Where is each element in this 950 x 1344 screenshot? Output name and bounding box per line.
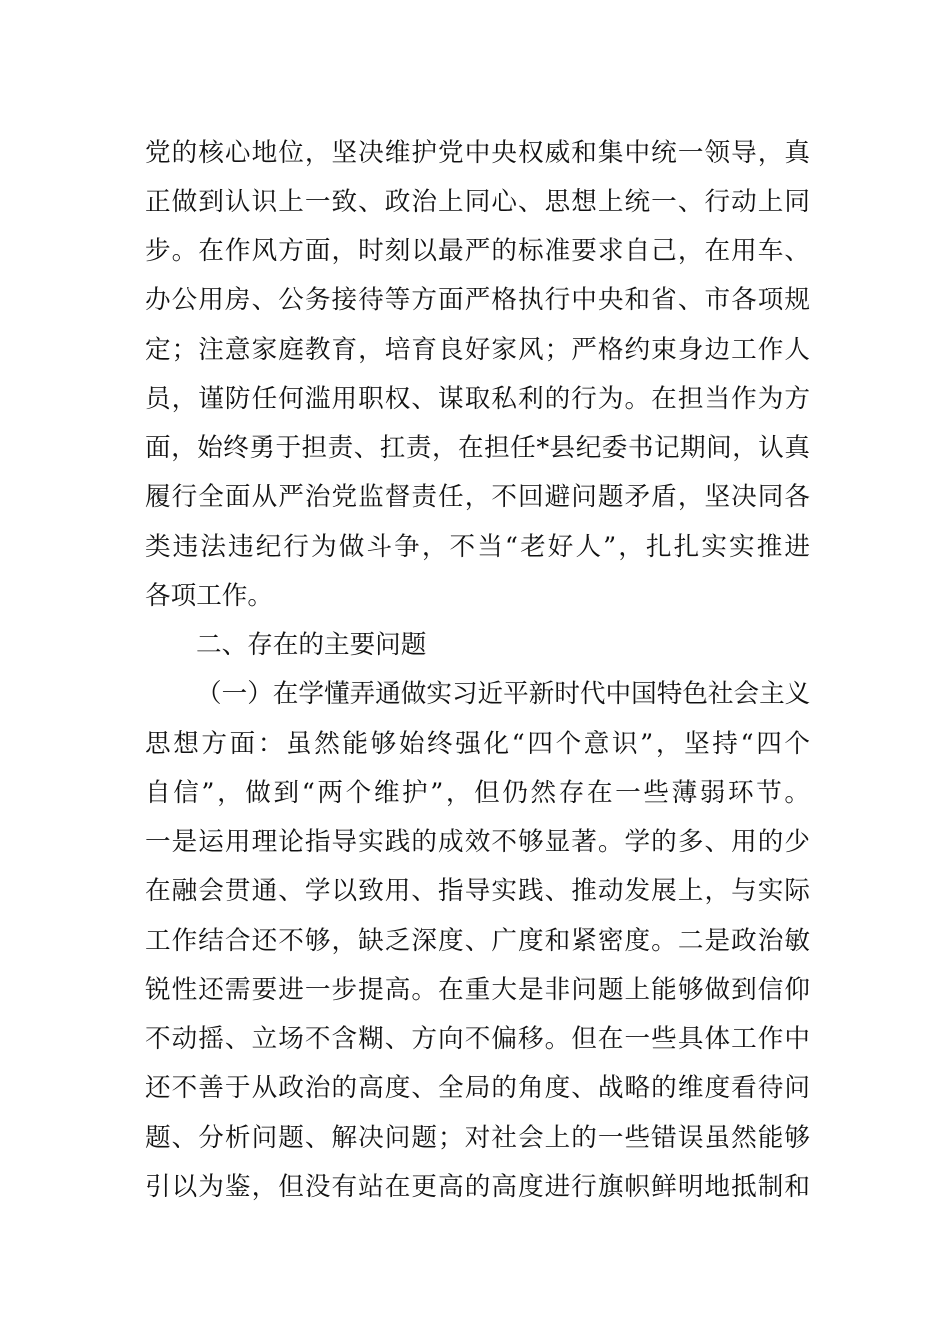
body-text-line: 正做到认识上一致、政治上同心、思想上统一、行动上同 — [145, 187, 810, 217]
body-text-line: 一是运用理论指导实践的成效不够显著。学的多、用的少 — [145, 827, 810, 857]
body-text-line: 在融会贯通、学以致用、指导实践、推动发展上，与实际 — [145, 876, 810, 906]
body-text-line: 员，谨防任何滥用职权、谋取私利的行为。在担当作为方 — [145, 384, 810, 414]
body-text-line: 类违法违纪行为做斗争，不当“老好人”，扎扎实实推进 — [145, 532, 810, 562]
body-text-line: 面，始终勇于担责、扛责，在担任*县纪委书记期间，认真 — [145, 433, 810, 463]
body-text-line: 自信”，做到“两个维护”，但仍然存在一些薄弱环节。 — [145, 778, 810, 808]
body-text-line: 引以为鉴，但没有站在更高的高度进行旗帜鲜明地抵制和 — [145, 1172, 810, 1202]
body-text-line: 步。在作风方面，时刻以最严的标准要求自己，在用车、 — [145, 236, 810, 266]
body-text-line: 还不善于从政治的高度、全局的角度、战略的维度看待问 — [145, 1073, 810, 1103]
body-text-line: 工作结合还不够，缺乏深度、广度和紧密度。二是政治敏 — [145, 926, 810, 956]
paragraph-last-line: 各项工作。 — [145, 581, 273, 611]
body-text-line: 题、分析问题、解决问题；对社会上的一些错误虽然能够 — [145, 1123, 810, 1153]
body-text-line: 党的核心地位，坚决维护党中央权威和集中统一领导，真 — [145, 138, 810, 168]
body-text-line: 办公用房、公务接待等方面严格执行中央和省、市各项规 — [145, 285, 810, 315]
body-text-line: 不动摇、立场不含糊、方向不偏移。但在一些具体工作中 — [145, 1024, 810, 1054]
subsection-heading-line: （一）在学懂弄通做实习近平新时代中国特色社会主义 — [196, 679, 811, 709]
body-text-line: 定；注意家庭教育，培育良好家风；严格约束身边工作人 — [145, 335, 810, 365]
section-heading: 二、存在的主要问题 — [196, 630, 427, 660]
body-text-line: 锐性还需要进一步提高。在重大是非问题上能够做到信仰 — [145, 975, 810, 1005]
body-text-line: 思想方面：虽然能够始终强化“四个意识”，坚持“四个 — [145, 729, 810, 759]
body-text-line: 履行全面从严治党监督责任，不回避问题矛盾，坚决同各 — [145, 482, 810, 512]
